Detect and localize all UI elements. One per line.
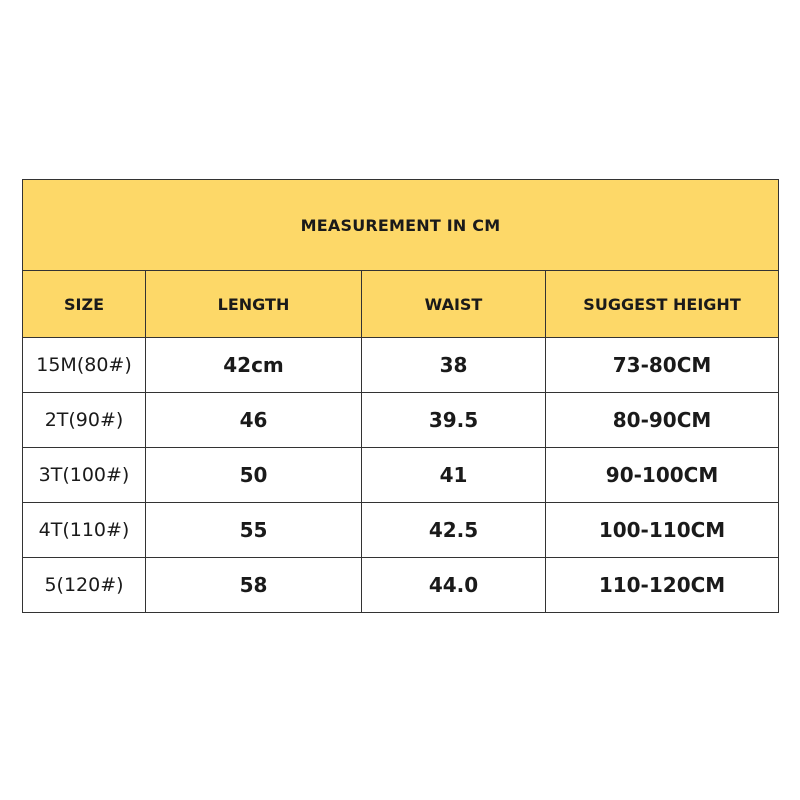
cell-size: 5(120#) — [23, 558, 146, 613]
header-waist: WAIST — [362, 271, 546, 338]
cell-waist: 44.0 — [362, 558, 546, 613]
table-row — [23, 448, 779, 503]
header-row — [23, 271, 779, 338]
table-row — [23, 503, 779, 558]
table-row — [23, 393, 779, 448]
cell-size: 3T(100#) — [23, 448, 146, 503]
table-title: MEASUREMENT IN CM — [23, 180, 779, 271]
cell-suggest-height: 100-110CM — [546, 503, 779, 558]
header-suggest-height: SUGGEST HEIGHT — [546, 271, 779, 338]
cell-suggest-height: 80-90CM — [546, 393, 779, 448]
cell-waist: 39.5 — [362, 393, 546, 448]
cell-size: 2T(90#) — [23, 393, 146, 448]
title-row — [23, 180, 779, 271]
cell-waist: 42.5 — [362, 503, 546, 558]
cell-length: 42cm — [146, 338, 362, 393]
cell-suggest-height: 110-120CM — [546, 558, 779, 613]
header-size: SIZE — [23, 271, 146, 338]
cell-size: 15M(80#) — [23, 338, 146, 393]
header-length: LENGTH — [146, 271, 362, 338]
cell-size: 4T(110#) — [23, 503, 146, 558]
cell-suggest-height: 73-80CM — [546, 338, 779, 393]
size-chart-table — [22, 179, 779, 613]
cell-waist: 38 — [362, 338, 546, 393]
cell-length: 55 — [146, 503, 362, 558]
cell-length: 46 — [146, 393, 362, 448]
table-row — [23, 338, 779, 393]
cell-waist: 41 — [362, 448, 546, 503]
cell-length: 50 — [146, 448, 362, 503]
table-row — [23, 558, 779, 613]
cell-length: 58 — [146, 558, 362, 613]
cell-suggest-height: 90-100CM — [546, 448, 779, 503]
